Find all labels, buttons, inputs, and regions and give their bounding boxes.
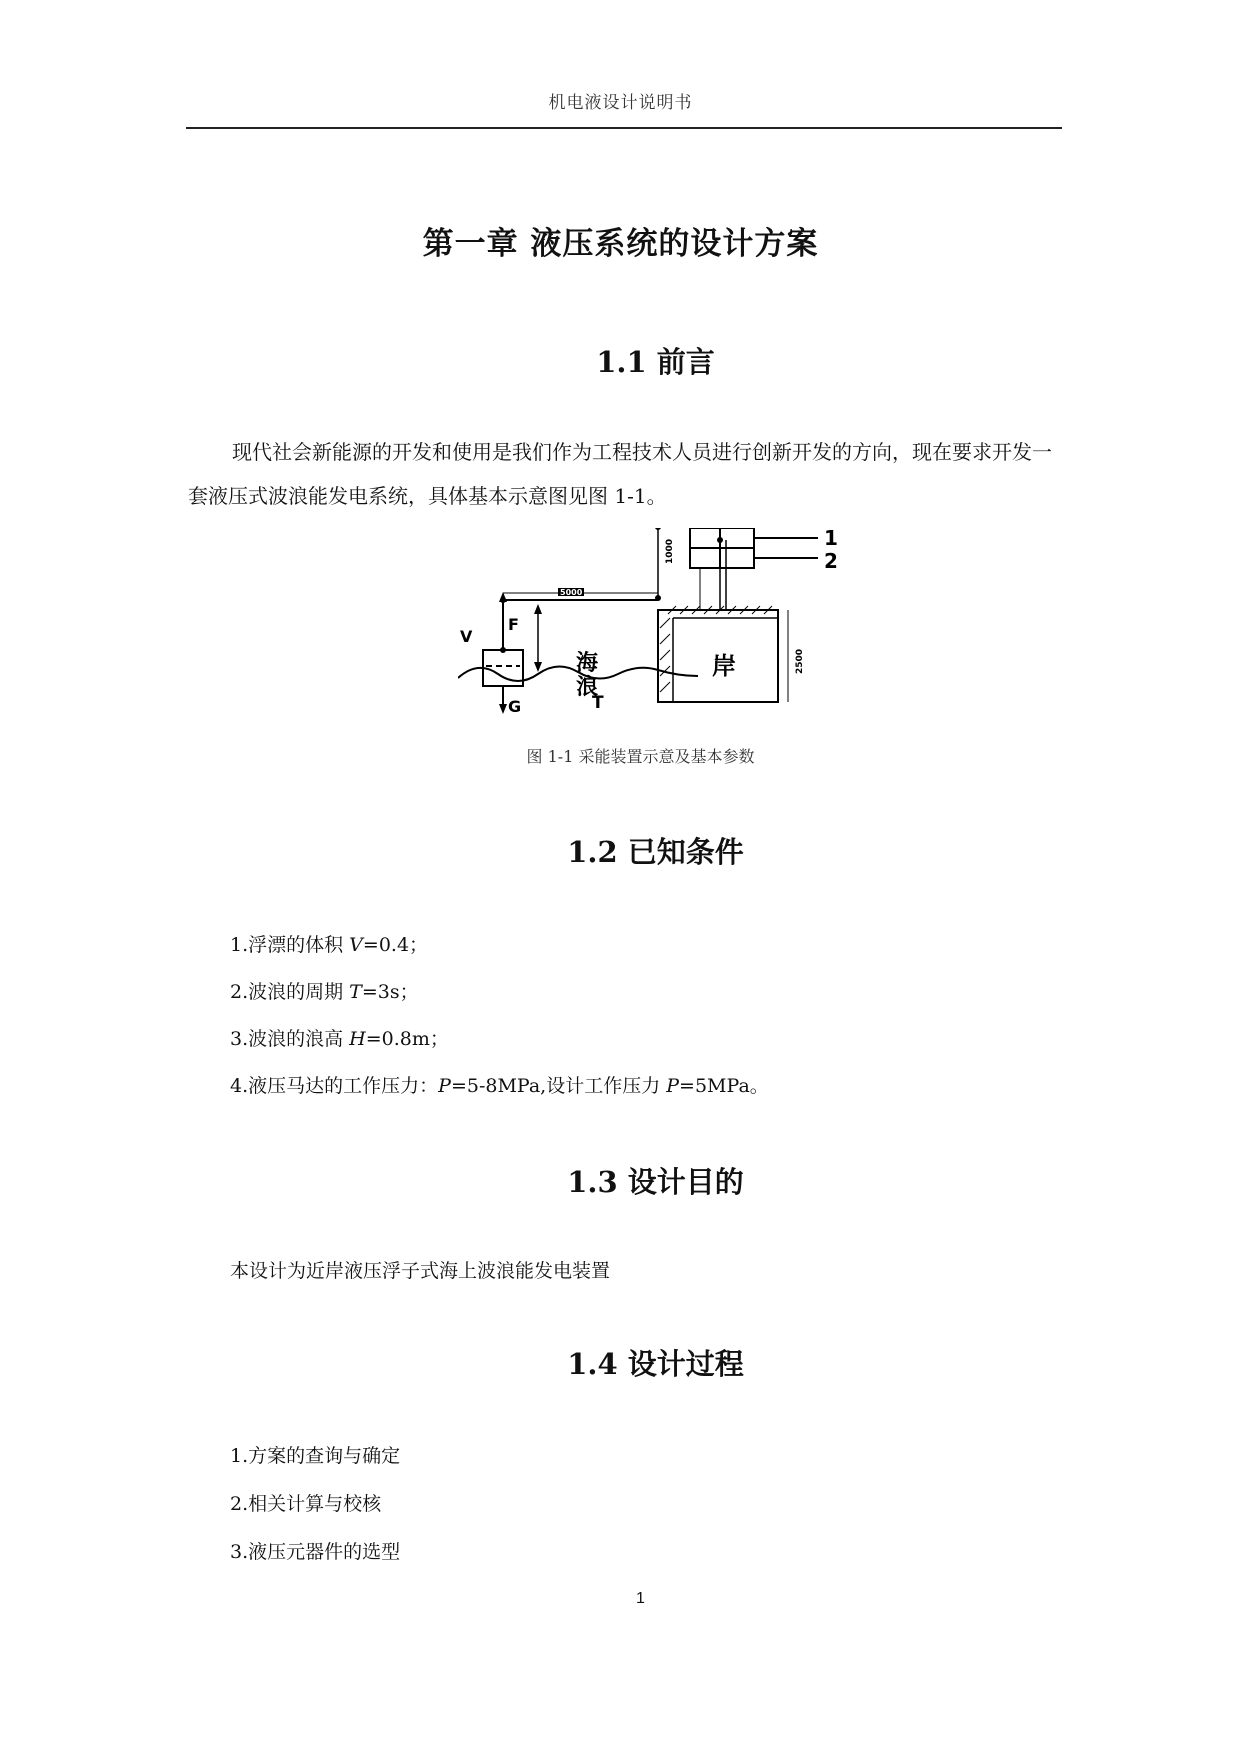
label-t: T	[592, 693, 604, 713]
label-sea-1: 海	[576, 651, 599, 676]
label-outlet-1: 1	[824, 528, 838, 550]
running-header: 机电液设计说明书	[548, 93, 693, 113]
label-sea-2: 浪	[576, 675, 599, 700]
process-item-3: 3.液压元器件的选型	[230, 1541, 401, 1563]
section-1-1-paragraph	[188, 430, 1060, 518]
label-f: F	[508, 615, 519, 634]
label-outlet-2: 2	[824, 549, 838, 573]
section-1-3-paragraph: 本设计为近岸液压浮子式海上波浪能发电装置	[230, 1260, 611, 1282]
label-dim-vertical-top: 1000	[665, 538, 675, 564]
page-number: 1	[636, 1590, 645, 1607]
section-1-1-title: 1.1 前言	[596, 345, 715, 379]
condition-item-4: 4.液压马达的工作压力：P=5-8MPa,设计工作压力 P=5MPa。	[230, 1075, 769, 1097]
label-dim-shore-height: 2500	[795, 648, 805, 674]
section-1-2-title: 1.2 已知条件	[567, 835, 744, 869]
label-shore: 岸	[712, 652, 736, 680]
label-g: G	[508, 697, 522, 714]
condition-item-2: 2.波浪的周期 T=3s；	[230, 981, 419, 1003]
condition-item-1: 1.浮漂的体积 V=0.4；	[230, 934, 429, 956]
process-item-1: 1.方案的查询与确定	[230, 1445, 401, 1467]
label-dim-horizontal: 5000	[560, 588, 583, 597]
chapter-title: 第一章 液压系统的设计方案	[422, 226, 819, 262]
paragraph-text: 现代社会新能源的开发和使用是我们作为工程技术人员进行创新开发的方向，现在要求开发一套液压式波浪能发电系统，具体基本示意图见图 1-1。	[188, 440, 1052, 508]
figure-caption: 图 1-1 采能装置示意及基本参数	[526, 747, 755, 766]
process-item-2: 2.相关计算与校核	[230, 1493, 382, 1515]
condition-item-3: 3.波浪的浪高 H=0.8m；	[230, 1028, 449, 1050]
header-rule	[186, 127, 1062, 129]
section-1-4-title: 1.4 设计过程	[567, 1347, 744, 1381]
section-1-3-title: 1.3 设计目的	[567, 1165, 744, 1199]
figure-1-1-diagram	[458, 528, 858, 714]
label-v: V	[460, 627, 473, 646]
